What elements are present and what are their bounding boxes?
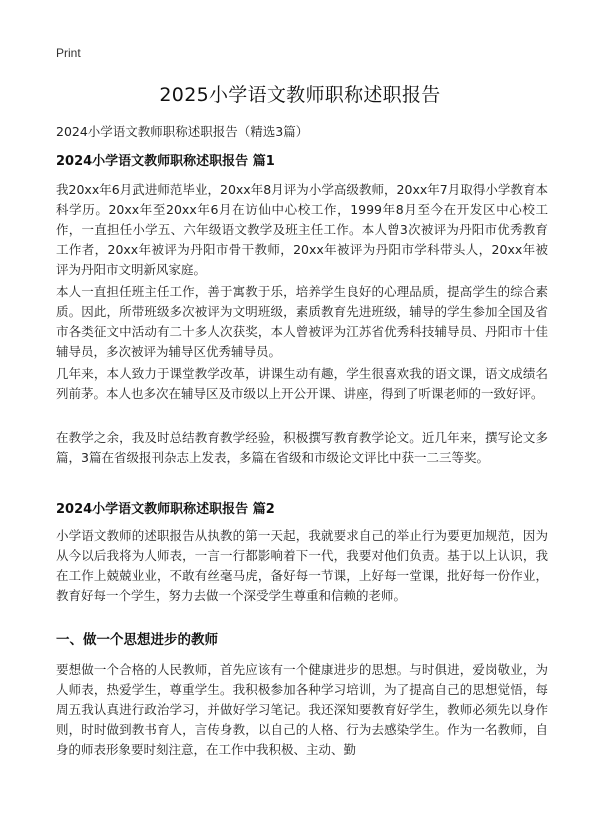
subheading: 一、做一个思想进步的教师 [56, 632, 218, 648]
paragraph-6: 要想做一个合格的人民教师，首先应该有一个健康进步的思想。与时俱进，爱岗敬业，为人师表，热爱学生，尊重学生。我积极参加各种学习培训，为了提高自己的思想觉悟，每周五我认真进行政治学习，并做好学习笔记。我还深知要教育好学生，教师必须先以身作则，时时做到教书育人，言传身教，以自己的人格、行为去感染学生。作为一名教师，自身的师表形象要时刻注意，在工作中我积极、主动、勤 [56, 662, 548, 757]
paragraph-5: 小学语文教师的述职报告从执教的第一天起，我就要求自己的举止行为要更加规范，因为从今以后我将为人师表，一言一行都影响着下一代，我要对他们负责。基于以上认识，我在工作上兢兢业业，不敢有丝毫马虎，备好每一节课，上好每一堂课，批好每一份作业，教育好每一个学生，努力去做一个深受学生尊重和信赖的老师。 [56, 528, 548, 603]
paragraph-2: 本人一直担任班主任工作，善于寓教于乐，培养学生良好的心理品质，提高学生的综合素质。因此，所带班级多次被评为文明班级，素质教育先进班级，辅导的学生参加全国及省市各类征文中活动有二十多人次获奖，本人曾被评为江苏省优秀科技辅导员、丹阳市十佳辅导员，多次被评为辅导区优秀辅导员。 [56, 284, 548, 359]
paragraph-4: 在教学之余，我及时总结教育教学经验，积极撰写教育教学论文。近几年来，撰写论文多篇，3篇在省级报刊杂志上发表，多篇在省级和市级论文评比中获一二三等奖。 [56, 430, 548, 465]
section-heading-1: 2024小学语文教师职称述职报告 篇1 [56, 154, 275, 169]
document-subtitle: 2024小学语文教师职称述职报告（精选3篇） [56, 124, 309, 139]
paragraph-1: 我20xx年6月武进师范毕业，20xx年8月评为小学高级教师，20xx年7月取得小学教育本科学历。20xx年至20xx年6月在访仙中心校工作，1999年8月至今在开发区中心校工作，一直担任小学五、六年级语文教学及班主任工作。本人曾3次被评为丹阳市优秀教育工作者，20xx年被评为丹阳市骨干教师，20xx年被评为丹阳市学科带头人，20xx年被评为丹阳市文明新风家庭。 [56, 182, 548, 277]
section-heading-2: 2024小学语文教师职称述职报告 篇2 [56, 502, 275, 517]
paragraph-3: 几年来，本人致力于课堂教学改革，讲课生动有趣，学生很喜欢我的语文课，语文成绩名列前茅。本人也多次在辅导区及市级以上开公开课、讲座，得到了听课老师的一致好评。 [56, 366, 548, 401]
page-title: 2025小学语文教师职称述职报告 [159, 84, 441, 106]
print-link[interactable]: Print [56, 46, 81, 60]
